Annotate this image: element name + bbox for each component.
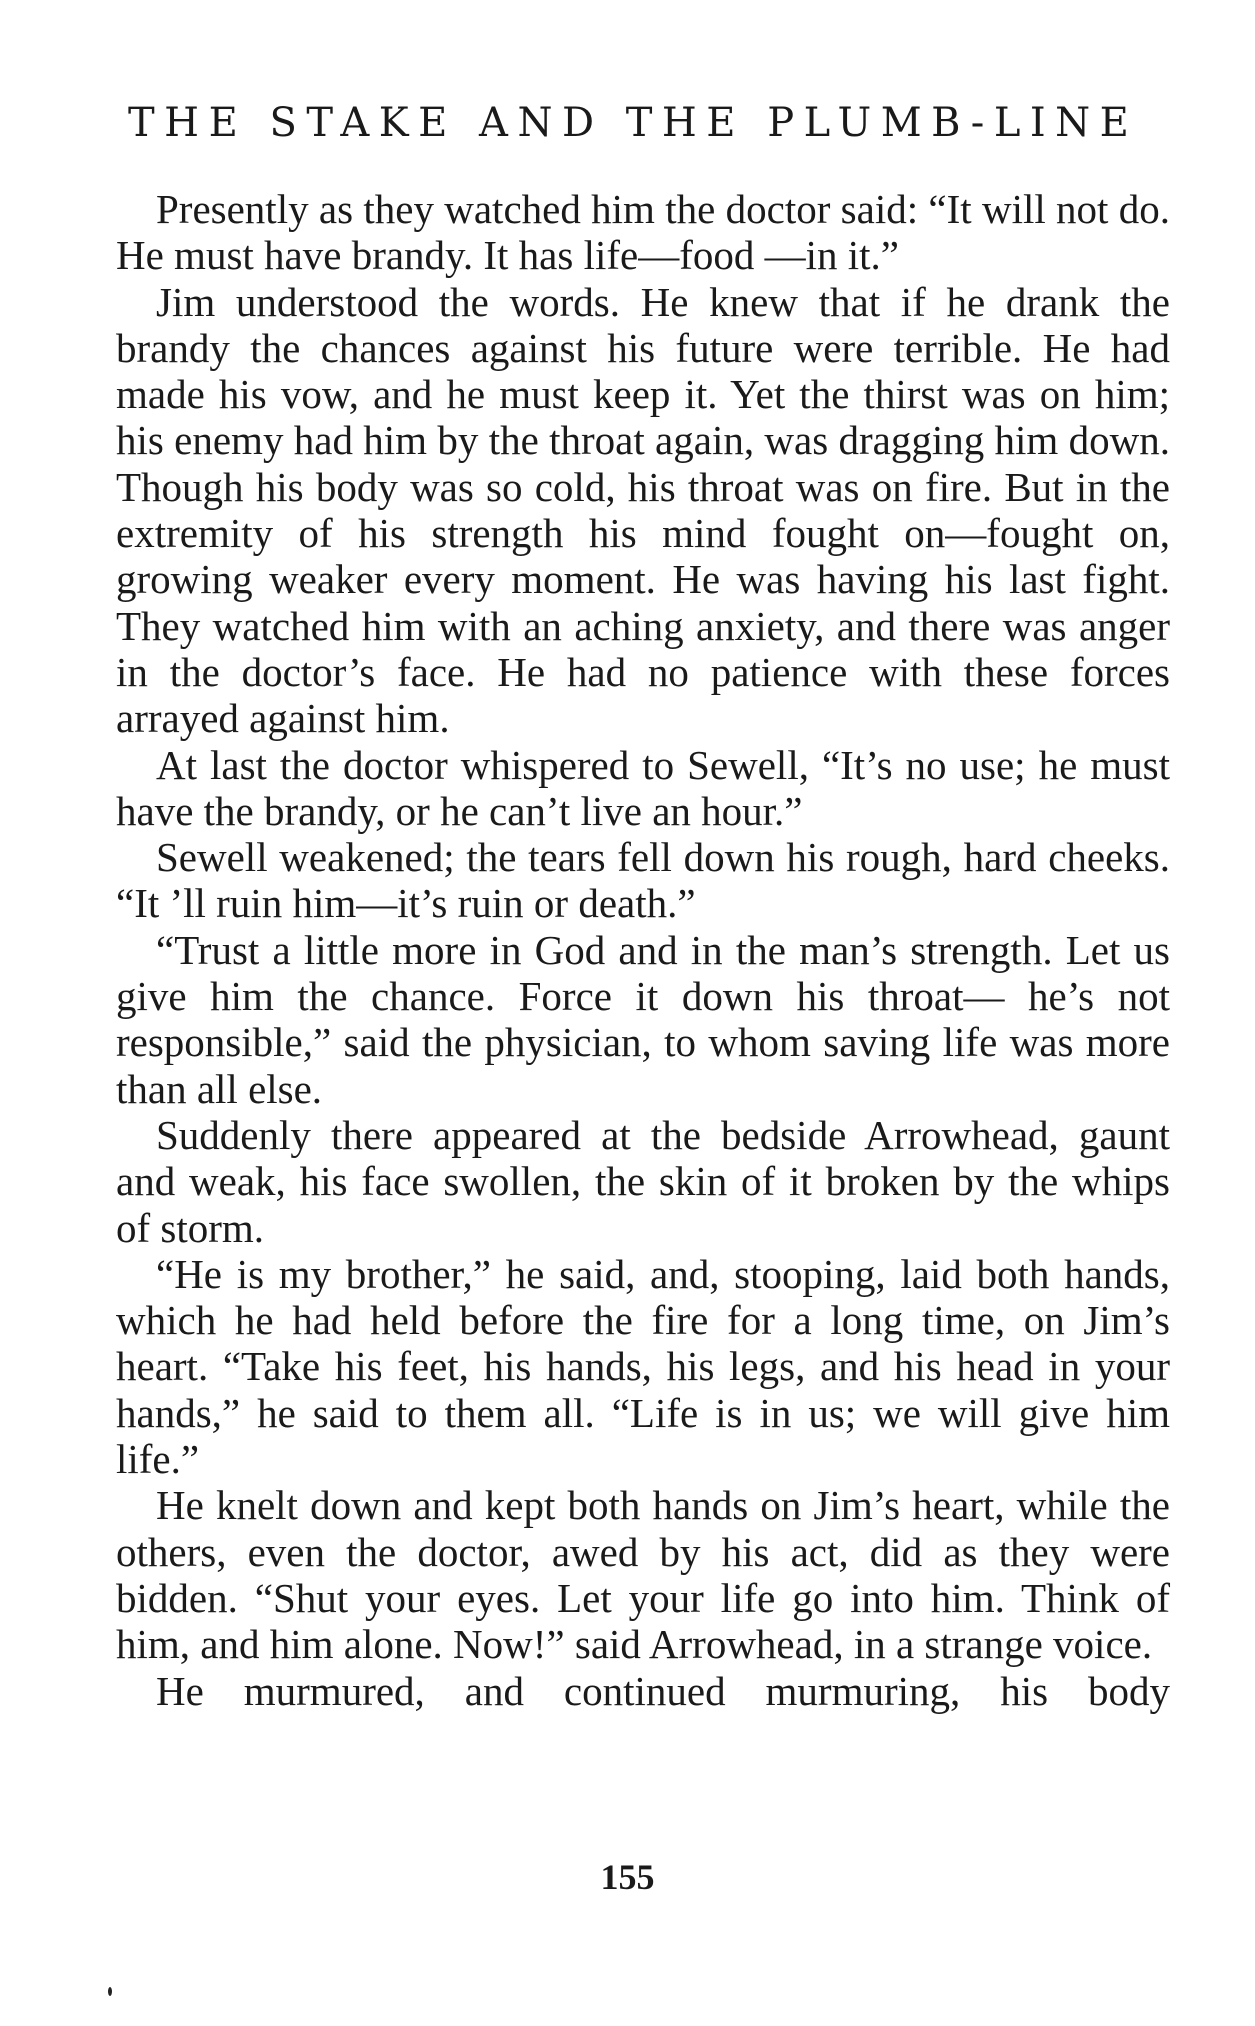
page-number: 155	[600, 1857, 655, 1897]
ink-speck	[108, 1987, 112, 1996]
paragraph: Jim understood the words. He knew that if he drank the brandy the chances against his future were terrible. He had made his vow, and he must keep it. Yet the thirst was on him; his enemy had him by the throat again, was dragging him down. Though his body was so cold, his throat was on fire. But in the extremity of his strength his mind fought on—fought on, growing weaker every moment. He was having his last fight. They watched him with an aching anxiety, and there was anger in the doctor’s face. He had no patience with these forces arrayed against him.	[116, 278, 1170, 742]
body-text	[116, 186, 1170, 1714]
paragraph: Sewell weakened; the tears fell down his rough, hard cheeks. “It ’ll ruin him—it’s ruin or death.”	[116, 834, 1170, 927]
paragraph: At last the doctor whispered to Sewell, “It’s no use; he must have the brandy, or he can’t live an hour.”	[116, 741, 1170, 834]
paragraph: Presently as they watched him the doctor said: “It will not do. He must have brandy. It has life—food —in it.”	[116, 186, 1170, 279]
paragraph: He knelt down and kept both hands on Jim’s heart, while the others, even the doctor, awed by his act, did as they were bidden. “Shut your eyes. Let your life go into him. Think of him, and him alone. Now!” said Arrowhead, in a strange voice.	[116, 1482, 1170, 1668]
paragraph: He murmured, and continued murmuring, his body	[156, 1667, 1170, 1714]
paragraph: Suddenly there appeared at the bedside Arrowhead, gaunt and weak, his face swollen, the skin of it broken by the whips of storm.	[116, 1111, 1170, 1251]
paragraph: “Trust a little more in God and in the man’s strength. Let us give him the chance. Force it down his throat— he’s not responsible,” said the physician, to whom saving life was more than all else.	[116, 926, 1170, 1112]
paragraph: “He is my brother,” he said, and, stooping, laid both hands, which he had held before the fire for a long time, on Jim’s heart. “Take his feet, his hands, his legs, and his head in your hands,” he said to them all. “Life is in us; we will give him life.”	[116, 1250, 1170, 1483]
running-head: THE STAKE AND THE PLUMB-LINE	[128, 100, 1139, 146]
